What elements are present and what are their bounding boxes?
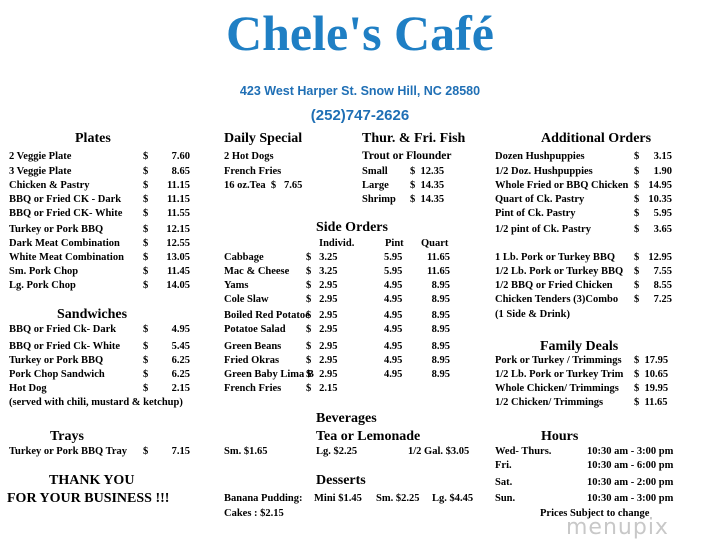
sandwich-item-currency: $ bbox=[143, 341, 149, 352]
dessert-pudding-label: Banana Pudding: bbox=[224, 493, 303, 504]
plate-item-name: BBQ or Fried CK- White bbox=[9, 208, 123, 219]
trays-heading: Trays bbox=[50, 429, 84, 444]
additional-item-price: 3.15 bbox=[653, 151, 672, 162]
additional-item-name: 1 Lb. Pork or Turkey BBQ bbox=[495, 252, 616, 263]
side-item-quart: 8.95 bbox=[431, 369, 450, 380]
additional-item-name: Pint of Ck. Pastry bbox=[495, 208, 576, 219]
additional-item-currency: $ bbox=[634, 151, 640, 162]
fish-heading: Thur. & Fri. Fish bbox=[362, 131, 466, 146]
plate-item-currency: $ bbox=[143, 266, 149, 277]
tray-item-currency: $ bbox=[143, 446, 149, 457]
additional-item-name: Chicken Tenders (3)Combo bbox=[495, 294, 619, 305]
thanks-line2: FOR YOUR BUSINESS !!! bbox=[7, 491, 170, 506]
fish-item-price: $ 14.35 bbox=[410, 180, 445, 191]
side-item-name: French Fries bbox=[224, 383, 282, 394]
additional-item-price: 3.65 bbox=[653, 224, 672, 235]
beverages-subheading: Tea or Lemonade bbox=[316, 429, 421, 444]
plate-item-currency: $ bbox=[143, 194, 149, 205]
side-item-individ: $ 2.95 bbox=[306, 294, 338, 305]
side-item-pint: 5.95 bbox=[384, 266, 403, 277]
family-deals-heading: Family Deals bbox=[540, 339, 619, 354]
fish-item-price: $ 12.35 bbox=[410, 166, 445, 177]
plate-item-name: 2 Veggie Plate bbox=[9, 151, 72, 162]
side-col-quart: Quart bbox=[421, 238, 449, 249]
sandwich-item-currency: $ bbox=[143, 383, 149, 394]
side-col-pint: Pint bbox=[385, 238, 404, 249]
side-item-individ: $ 3.25 bbox=[306, 252, 338, 263]
additional-item-currency: $ bbox=[634, 166, 640, 177]
side-item-quart: 8.95 bbox=[431, 324, 450, 335]
dessert-pudding-small: Sm. $2.25 bbox=[376, 493, 420, 504]
side-item-name: Green Baby Lima B bbox=[224, 369, 314, 380]
watermark-logo: menupix bbox=[566, 515, 669, 540]
additional-item-name: 1/2 Lb. Pork or Turkey BBQ bbox=[495, 266, 624, 277]
additional-item-currency: $ bbox=[634, 208, 640, 219]
plate-item-name: BBQ or Fried CK - Dark bbox=[9, 194, 122, 205]
sandwich-item-name: Pork Chop Sandwich bbox=[9, 369, 105, 380]
additional-item-currency: $ bbox=[634, 180, 640, 191]
plate-item-currency: $ bbox=[143, 208, 149, 219]
side-item-pint: 4.95 bbox=[384, 369, 403, 380]
hours-item-time: 10:30 am - 3:00 pm bbox=[587, 493, 674, 504]
additional-item-price: 1.90 bbox=[653, 166, 672, 177]
side-item-name: Yams bbox=[224, 280, 249, 291]
additional-item-price: 12.95 bbox=[648, 252, 672, 263]
side-item-individ: $ 2.95 bbox=[306, 324, 338, 335]
plate-item-name: 3 Veggie Plate bbox=[9, 166, 72, 177]
side-item-individ: $ 2.95 bbox=[306, 310, 338, 321]
family-item-price: $ 10.65 bbox=[634, 369, 669, 380]
additional-item-price: 14.95 bbox=[648, 180, 672, 191]
sandwich-item-price: 5.45 bbox=[171, 341, 190, 352]
plate-item-name: White Meat Combination bbox=[9, 252, 124, 263]
additional-item-currency: $ bbox=[634, 252, 640, 263]
plate-item-currency: $ bbox=[143, 252, 149, 263]
plate-item-currency: $ bbox=[143, 238, 149, 249]
additional-item-name: Whole Fried or BBQ Chicken bbox=[495, 180, 629, 191]
side-item-individ: $ 2.95 bbox=[306, 280, 338, 291]
fish-item-size: Small bbox=[362, 166, 388, 177]
sandwich-item-price: 2.15 bbox=[171, 383, 190, 394]
sandwich-item-price: 6.25 bbox=[171, 355, 190, 366]
sandwich-item-name: Hot Dog bbox=[9, 383, 47, 394]
plate-item-name: Chicken & Pastry bbox=[9, 180, 90, 191]
side-item-quart: 11.65 bbox=[426, 266, 450, 277]
beverage-large: Lg. $2.25 bbox=[316, 446, 358, 457]
side-item-individ: $ 2.95 bbox=[306, 341, 338, 352]
additional-item-price: 10.35 bbox=[648, 194, 672, 205]
beverage-half-gallon: 1/2 Gal. $3.05 bbox=[408, 446, 470, 457]
side-item-individ: $ 3.25 bbox=[306, 266, 338, 277]
plate-item-price: 11.15 bbox=[166, 180, 190, 191]
fish-item-size: Large bbox=[362, 180, 389, 191]
side-item-quart: 8.95 bbox=[431, 310, 450, 321]
additional-item-name: Quart of Ck. Pastry bbox=[495, 194, 585, 205]
hours-heading: Hours bbox=[541, 429, 579, 444]
family-item-price: $ 11.65 bbox=[634, 397, 668, 408]
family-item-price: $ 19.95 bbox=[634, 383, 669, 394]
side-item-name: Boiled Red Potatoe bbox=[224, 310, 310, 321]
additional-item-currency: $ bbox=[634, 294, 640, 305]
family-item-name: Pork or Turkey / Trimmings bbox=[495, 355, 622, 366]
side-item-pint: 4.95 bbox=[384, 280, 403, 291]
additional-item-price: 8.55 bbox=[653, 280, 672, 291]
side-item-quart: 8.95 bbox=[431, 280, 450, 291]
family-item-name: Whole Chicken/ Trimmings bbox=[495, 383, 619, 394]
additional-orders-heading: Additional Orders bbox=[541, 131, 652, 146]
hours-item-time: 10:30 am - 6:00 pm bbox=[587, 460, 674, 471]
sandwich-item-name: Turkey or Pork BBQ bbox=[9, 355, 104, 366]
additional-note: (1 Side & Drink) bbox=[495, 309, 570, 320]
dessert-pudding-mini: Mini $1.45 bbox=[314, 493, 362, 504]
side-item-individ: $ 2.95 bbox=[306, 355, 338, 366]
sandwich-item-currency: $ bbox=[143, 369, 149, 380]
beverage-small: Sm. $1.65 bbox=[224, 446, 268, 457]
side-item-individ: $ 2.95 bbox=[306, 369, 338, 380]
plate-item-name: Turkey or Pork BBQ bbox=[9, 224, 104, 235]
plate-item-currency: $ bbox=[143, 280, 149, 291]
fish-item-price: $ 14.35 bbox=[410, 194, 445, 205]
side-col-individ: Individ. bbox=[319, 238, 355, 249]
daily-special-line1: 2 Hot Dogs bbox=[224, 151, 274, 162]
side-item-name: Mac & Cheese bbox=[224, 266, 290, 277]
additional-item-price: 7.55 bbox=[653, 266, 672, 277]
plate-item-price: 11.45 bbox=[166, 266, 190, 277]
plate-item-name: Dark Meat Combination bbox=[9, 238, 120, 249]
plate-item-price: 7.60 bbox=[171, 151, 190, 162]
dessert-pudding-large: Lg. $4.45 bbox=[432, 493, 474, 504]
plate-item-price: 11.55 bbox=[166, 208, 190, 219]
plate-item-price: 8.65 bbox=[171, 166, 190, 177]
additional-item-name: 1/2 Doz. Hushpuppies bbox=[495, 166, 593, 177]
sandwiches-heading: Sandwiches bbox=[57, 307, 128, 322]
side-item-name: Green Beans bbox=[224, 341, 282, 352]
additional-item-name: 1/2 BBQ or Fried Chicken bbox=[495, 280, 613, 291]
family-item-name: 1/2 Lb. Pork or Turkey Trim bbox=[495, 369, 624, 380]
side-item-pint: 4.95 bbox=[384, 324, 403, 335]
thanks-line1: THANK YOU bbox=[49, 473, 135, 488]
fish-item-size: Shrimp bbox=[362, 194, 396, 205]
hours-item-day: Sun. bbox=[495, 493, 516, 504]
daily-special-line3: 16 oz.Tea $ 7.65 bbox=[224, 180, 303, 191]
hours-item-day: Wed- Thurs. bbox=[495, 446, 552, 457]
fish-subheading: Trout or Flounder bbox=[362, 150, 452, 162]
sandwich-item-currency: $ bbox=[143, 355, 149, 366]
family-item-price: $ 17.95 bbox=[634, 355, 669, 366]
sandwich-item-name: BBQ or Fried Ck- White bbox=[9, 341, 121, 352]
hours-item-time: 10:30 am - 2:00 pm bbox=[587, 477, 674, 488]
daily-special-line2: French Fries bbox=[224, 166, 282, 177]
side-item-individ: $ 2.15 bbox=[306, 383, 338, 394]
additional-item-price: 7.25 bbox=[653, 294, 672, 305]
side-item-name: Fried Okras bbox=[224, 355, 280, 366]
additional-item-name: 1/2 pint of Ck. Pastry bbox=[495, 224, 591, 235]
plate-item-currency: $ bbox=[143, 180, 149, 191]
side-item-pint: 5.95 bbox=[384, 252, 403, 263]
additional-item-currency: $ bbox=[634, 280, 640, 291]
side-item-quart: 8.95 bbox=[431, 341, 450, 352]
hours-item-time: 10:30 am - 3:00 pm bbox=[587, 446, 674, 457]
plate-item-price: 12.15 bbox=[166, 224, 190, 235]
beverages-heading: Beverages bbox=[316, 411, 377, 426]
plates-heading: Plates bbox=[75, 131, 111, 146]
plate-item-name: Sm. Pork Chop bbox=[9, 266, 79, 277]
cafe-address: 423 West Harper St. Snow Hill, NC 28580 bbox=[239, 84, 481, 98]
dessert-cakes: Cakes : $2.15 bbox=[224, 508, 284, 519]
additional-item-name: Dozen Hushpuppies bbox=[495, 151, 585, 162]
plate-item-currency: $ bbox=[143, 151, 149, 162]
family-item-name: 1/2 Chicken/ Trimmings bbox=[495, 397, 604, 408]
side-item-name: Cole Slaw bbox=[224, 294, 269, 305]
plate-item-currency: $ bbox=[143, 166, 149, 177]
side-orders-heading: Side Orders bbox=[316, 220, 388, 235]
additional-item-currency: $ bbox=[634, 194, 640, 205]
daily-special-heading: Daily Special bbox=[224, 131, 303, 146]
cafe-phone: (252)747-2626 bbox=[310, 107, 410, 124]
plate-item-name: Lg. Pork Chop bbox=[9, 280, 76, 291]
prices-note: Prices Subject to change bbox=[540, 508, 650, 519]
sandwich-item-price: 4.95 bbox=[171, 324, 190, 335]
side-item-pint: 4.95 bbox=[384, 355, 403, 366]
additional-item-currency: $ bbox=[634, 224, 640, 235]
additional-item-price: 5.95 bbox=[653, 208, 672, 219]
hours-item-day: Sat. bbox=[495, 477, 513, 488]
additional-item-currency: $ bbox=[634, 266, 640, 277]
plate-item-price: 13.05 bbox=[166, 252, 190, 263]
cafe-title: Chele's Café bbox=[226, 5, 494, 61]
sandwich-item-currency: $ bbox=[143, 324, 149, 335]
hours-item-day: Fri. bbox=[495, 460, 512, 471]
plate-item-price: 12.55 bbox=[166, 238, 190, 249]
sandwich-note: (served with chili, mustard & ketchup) bbox=[9, 397, 183, 408]
plate-item-price: 11.15 bbox=[166, 194, 190, 205]
side-item-quart: 8.95 bbox=[431, 294, 450, 305]
tray-item-price: 7.15 bbox=[171, 446, 190, 457]
desserts-heading: Desserts bbox=[316, 473, 366, 488]
side-item-pint: 4.95 bbox=[384, 341, 403, 352]
sandwich-item-name: BBQ or Fried Ck- Dark bbox=[9, 324, 117, 335]
plate-item-price: 14.05 bbox=[166, 280, 190, 291]
side-item-name: Potatoe Salad bbox=[224, 324, 286, 335]
side-item-pint: 4.95 bbox=[384, 294, 403, 305]
side-item-pint: 4.95 bbox=[384, 310, 403, 321]
tray-item-name: Turkey or Pork BBQ Tray bbox=[9, 446, 128, 457]
plate-item-currency: $ bbox=[143, 224, 149, 235]
side-item-name: Cabbage bbox=[224, 252, 264, 263]
sandwich-item-price: 6.25 bbox=[171, 369, 190, 380]
side-item-quart: 8.95 bbox=[431, 355, 450, 366]
side-item-quart: 11.65 bbox=[426, 252, 450, 263]
